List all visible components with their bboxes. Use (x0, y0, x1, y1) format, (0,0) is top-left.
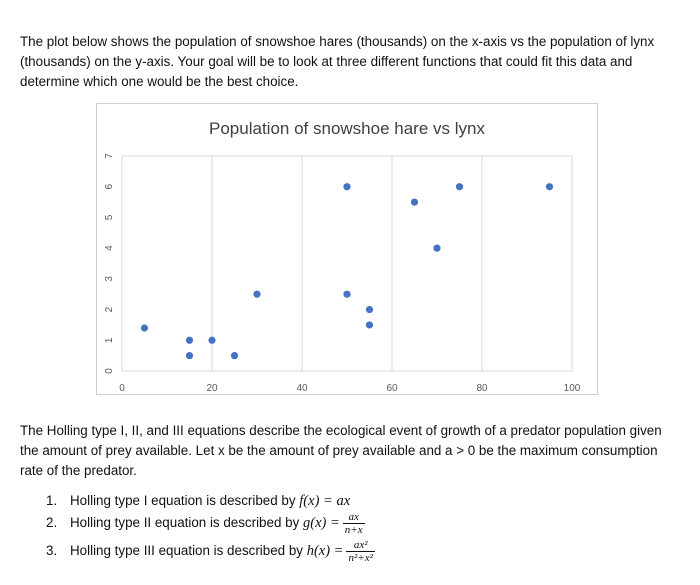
equation-item-3 (46, 539, 375, 564)
equation-number: 1. (46, 493, 58, 508)
equation-formula: f(x) = ax (299, 493, 351, 509)
y-tick-label: 6 (104, 183, 115, 190)
scatter-chart (96, 103, 598, 395)
equation-fraction (343, 511, 365, 536)
holling-paragraph: The Holling type I, II, and III equations describe the ecological event of growth of a predator population given the amount of prey available. Let x be the amount of prey available and a > 0 be the maximum consumption rate of the predator. (20, 423, 662, 478)
data-point (366, 306, 373, 313)
fraction-denominator: n+x (344, 524, 363, 536)
equation-number: 3. (46, 543, 58, 559)
y-tick-label: 1 (104, 337, 115, 344)
equation-text: Holling type I equation is described by (70, 493, 296, 508)
equation-fraction (346, 539, 374, 564)
y-tick-label: 5 (104, 214, 115, 221)
data-point (141, 324, 148, 331)
equation-item-2 (46, 511, 365, 536)
data-point (208, 337, 215, 344)
x-tick-label: 60 (386, 383, 398, 394)
data-points (141, 183, 553, 359)
data-point (343, 291, 350, 298)
data-point (433, 245, 440, 252)
equation-lhs: h(x) = (306, 543, 344, 560)
data-point (343, 183, 350, 190)
x-tick-label: 80 (476, 383, 488, 394)
y-axis-ticks (104, 153, 115, 374)
data-point (186, 352, 193, 359)
data-point (253, 291, 260, 298)
data-point (546, 183, 553, 190)
data-point (456, 183, 463, 190)
x-tick-label: 100 (563, 383, 581, 394)
equation-number: 2. (46, 515, 58, 531)
intro-paragraph: The plot below shows the population of snowshoe hares (thousands) on the x-axis vs the population of lynx (thousands) on the y-axis. Your goal will be to look at three different functions that could fit this data and determine which one would be the best choice. (20, 34, 655, 89)
x-tick-label: 20 (206, 383, 218, 394)
equation-text: Holling type III equation is described by (70, 543, 303, 559)
equation-lhs: g(x) = (303, 515, 340, 532)
y-tick-label: 3 (104, 276, 115, 282)
data-point (231, 352, 238, 359)
x-tick-label: 0 (119, 383, 125, 394)
chart-canvas (97, 104, 597, 394)
fraction-numerator: ax (343, 511, 365, 524)
chart-title: Population of snowshoe hare vs lynx (209, 119, 485, 138)
data-point (411, 198, 418, 205)
fraction-denominator: n²+x² (348, 552, 373, 564)
equation-text: Holling type II equation is described by (70, 515, 300, 531)
fraction-numerator: ax² (346, 539, 374, 552)
data-point (366, 321, 373, 328)
y-tick-label: 0 (104, 368, 115, 374)
x-axis-ticks (119, 383, 581, 394)
y-tick-label: 7 (104, 153, 115, 159)
data-point (186, 337, 193, 344)
y-tick-label: 2 (104, 306, 115, 313)
equation-item-1 (46, 493, 350, 510)
y-tick-label: 4 (104, 245, 115, 251)
x-tick-label: 40 (296, 383, 308, 394)
